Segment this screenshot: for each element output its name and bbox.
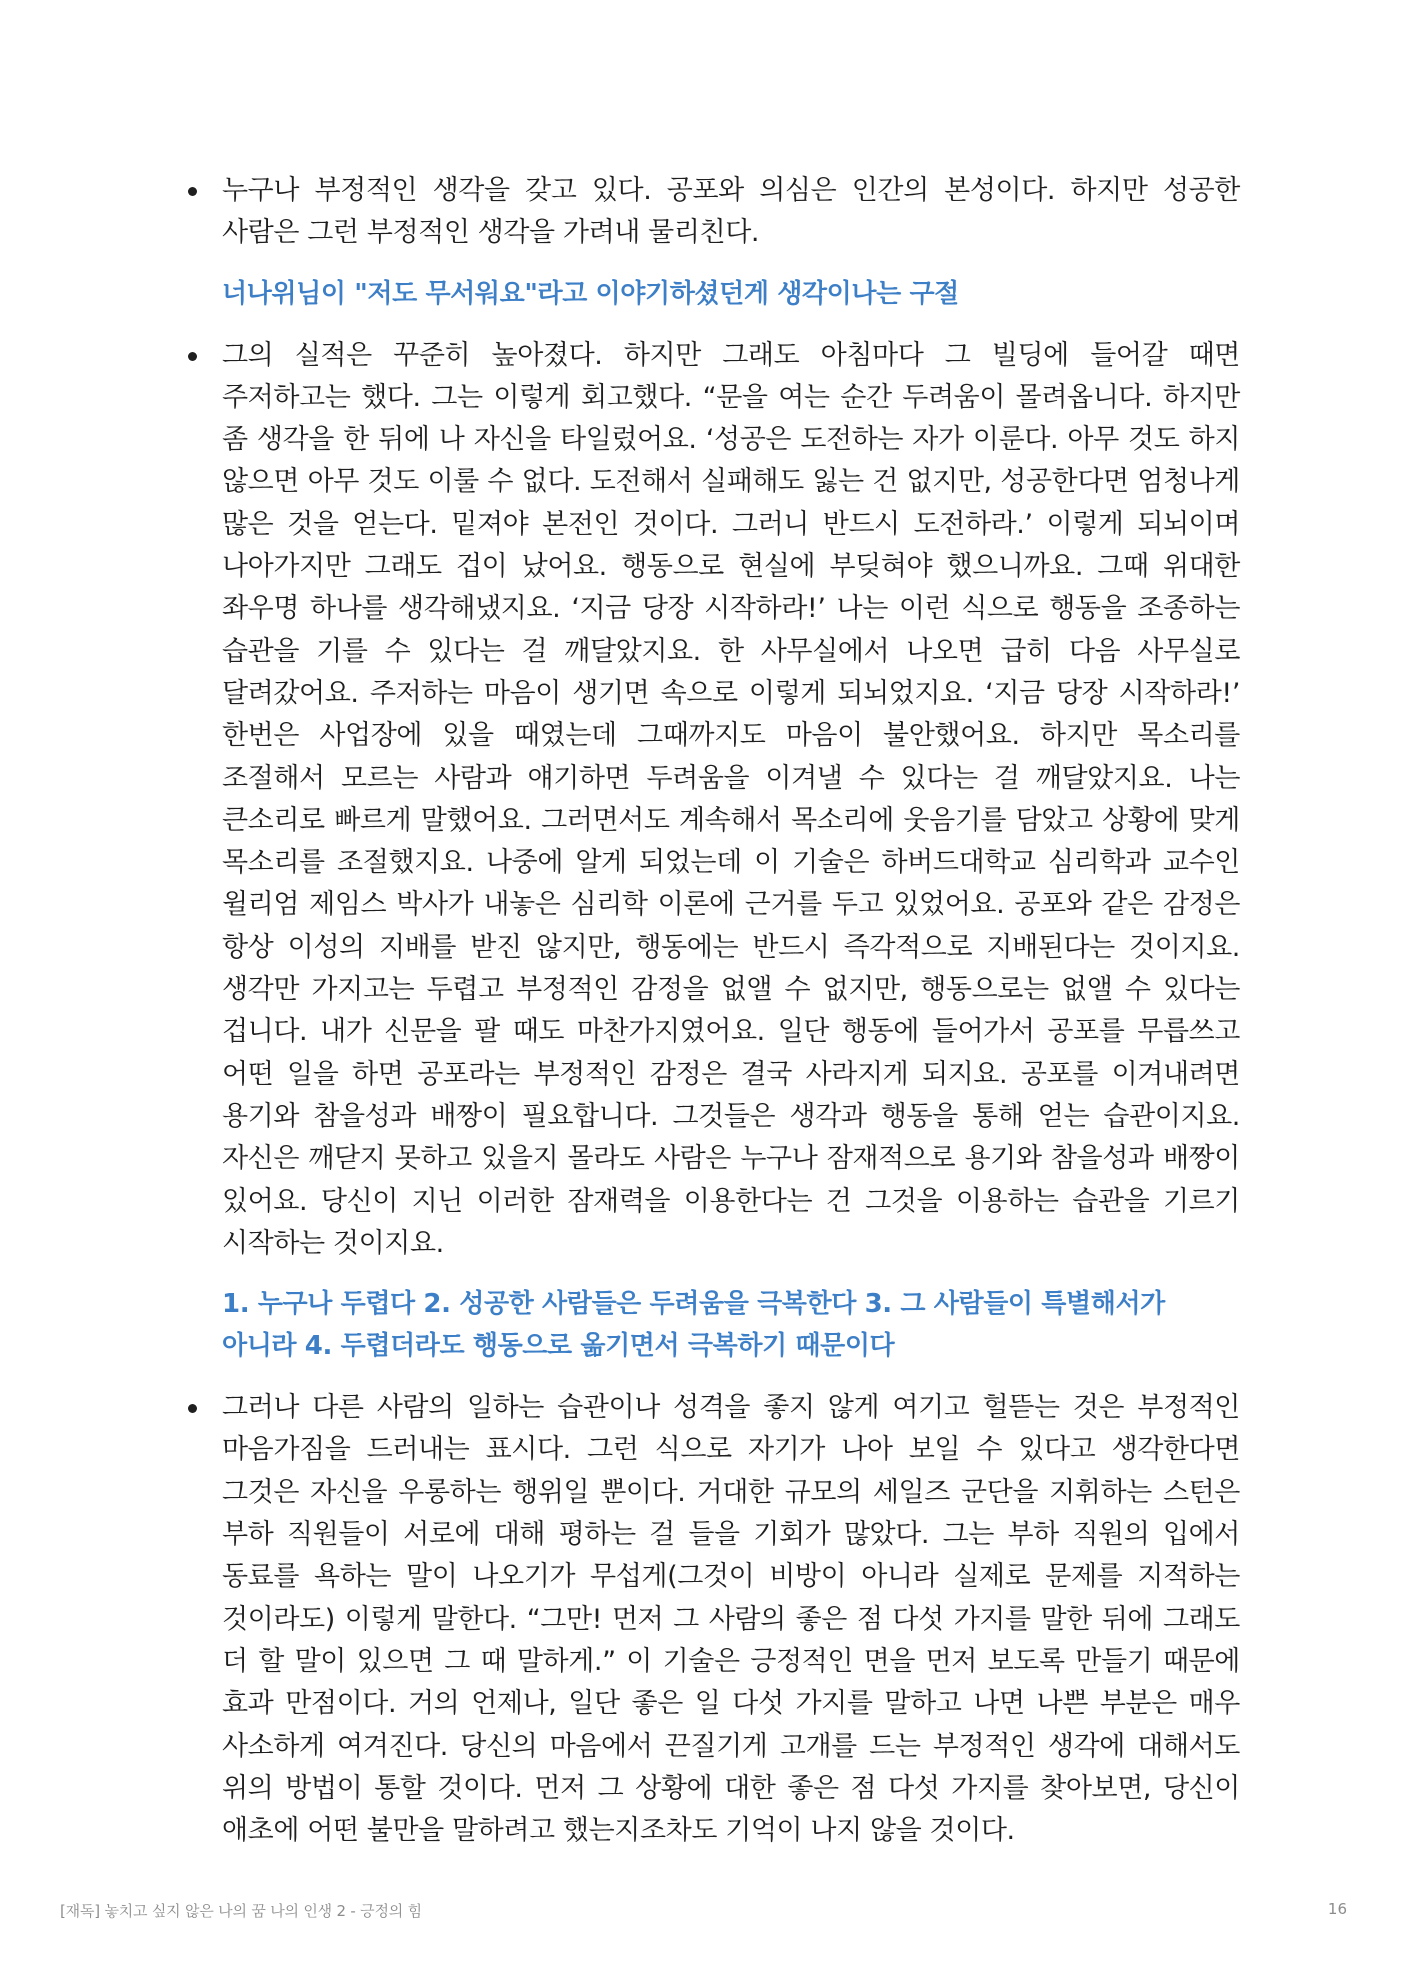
- bullet-paragraph: [180, 170, 1240, 255]
- page-number: 16: [1327, 1900, 1347, 1918]
- bullet-icon: [188, 187, 197, 196]
- bullet-text: 누구나 부정적인 생각을 갖고 있다. 공포와 의심은 인간의 본성이다. 하지만 성공한 사람은 그런 부정적인 생각을 가려내 물리친다.: [222, 175, 1240, 249]
- footer-document-title: [재독] 놓치고 싶지 않은 나의 꿈 나의 인생 2 - 긍정의 힘: [60, 1902, 422, 1920]
- bullet-text: 그러나 다른 사람의 일하는 습관이나 성격을 좋지 않게 여기고 헐뜯는 것은 부정적인 마음가짐을 드러내는 표시다. 그런 식으로 자기가 나아 보일 수 있다고 생각한다면 그것은 자신을 우롱하는 행위일 뿐이다. 거대한 규모의 세일즈 군단을 지휘하는 스턴은 부하 직원들이 서로에 대해 평하는 걸 들을 기회가 많았다. 그는 부하 직원의 입에서 동료를 욕하는 말이 나오기가 무섭게(그것이 비방이 아니라 실제로 문제를 지적하는 것이라도) 이렇게 말한다. “그만! 먼저 그 사람의 좋은 점 다섯 가지를 말한 뒤에 그래도 더 할 말이 있으면 그 때 말하게.” 이 기술은 긍정적인 면을 먼저 보도록 만들기 때문에 효과 만점이다. 거의 언제나, 일단 좋은 일 다섯 가지를 말하고 나면 나쁜 부분은 매우 사소하게 여겨진다. 당신의 마음에서 끈질기게 고개를 드는 부정적인 생각에 대해서도 위의 방법이 통할 것이다. 먼저 그 상황에 대한 좋은 점 다섯 가지를 찾아보면, 당신이 애초에 어떤 불만을 말하려고 했는지조차도 기억이 나지 않을 것이다.: [222, 1392, 1240, 1847]
- bullet-paragraph: [180, 1387, 1240, 1852]
- bullet-paragraph: [180, 335, 1240, 1266]
- highlight-note: 너나위님이 "저도 무서워요"라고 이야기하셨던게 생각이나는 구절: [222, 278, 959, 309]
- bullet-icon: [188, 352, 197, 361]
- bullet-text: 그의 실적은 꾸준히 높아졌다. 하지만 그래도 아침마다 그 빌딩에 들어갈 때면 주저하고는 했다. 그는 이렇게 회고했다. “문을 여는 순간 두려움이 몰려옵니다. 하지만 좀 생각을 한 뒤에 나 자신을 타일렀어요. ‘성공은 도전하는 자가 이룬다. 아무 것도 하지 않으면 아무 것도 이룰 수 없다. 도전해서 실패해도 잃는 건 없지만, 성공한다면 엄청나게 많은 것을 얻는다. 밑져야 본전인 것이다. 그러니 반드시 도전하라.’ 이렇게 되뇌이며 나아가지만 그래도 겁이 났어요. 행동으로 현실에 부딪혀야 했으니까요. 그때 위대한 좌우명 하나를 생각해냈지요. ‘지금 당장 시작하라!’ 나는 이런 식으로 행동을 조종하는 습관을 기를 수 있다는 걸 깨달았지요. 한 사무실에서 나오면 급히 다음 사무실로 달려갔어요. 주저하는 마음이 생기면 속으로 이렇게 되뇌었지요. ‘지금 당장 시작하라!’ 한번은 사업장에 있을 때였는데 그때까지도 마음이 불안했어요. 하지만 목소리를 조절해서 모르는 사람과 얘기하면 두려움을 이겨낼 수 있다는 걸 깨달았지요. 나는 큰소리로 빠르게 말했어요. 그러면서도 계속해서 목소리에 웃음기를 담았고 상황에 맞게 목소리를 조절했지요. 나중에 알게 되었는데 이 기술은 하버드대학교 심리학과 교수인 윌리엄 제임스 박사가 내놓은 심리학 이론에 근거를 두고 있었어요. 공포와 같은 감정은 항상 이성의 지배를 받진 않지만, 행동에는 반드시 즉각적으로 지배된다는 것이지요. 생각만 가지고는 두렵고 부정적인 감정을 없앨 수 없지만, 행동으로는 없앨 수 있다는 겁니다. 내가 신문을 팔 때도 마찬가지였어요. 일단 행동에 들어가서 공포를 무릅쓰고 어떤 일을 하면 공포라는 부정적인 감정은 결국 사라지게 되지요. 공포를 이겨내려면 용기와 참을성과 배짱이 필요합니다. 그것들은 생각과 행동을 통해 얻는 습관이지요. 자신은 깨닫지 못하고 있을지 몰라도 사람은 누구나 잠재적으로 용기와 참을성과 배짱이 있어요. 당신이 지닌 이러한 잠재력을 이용한다는 건 그것을 이용하는 습관을 기르기 시작하는 것이지요.: [222, 339, 1240, 1259]
- page-content: [180, 170, 1240, 1852]
- highlight-note: 1. 누구나 두렵다 2. 성공한 사람들은 두려움을 극복한다 3. 그 사람들이 특별해서가 아니라 4. 두렵더라도 행동으로 옮기면서 극복하기 때문이다: [222, 1289, 1165, 1362]
- bullet-icon: [188, 1404, 197, 1413]
